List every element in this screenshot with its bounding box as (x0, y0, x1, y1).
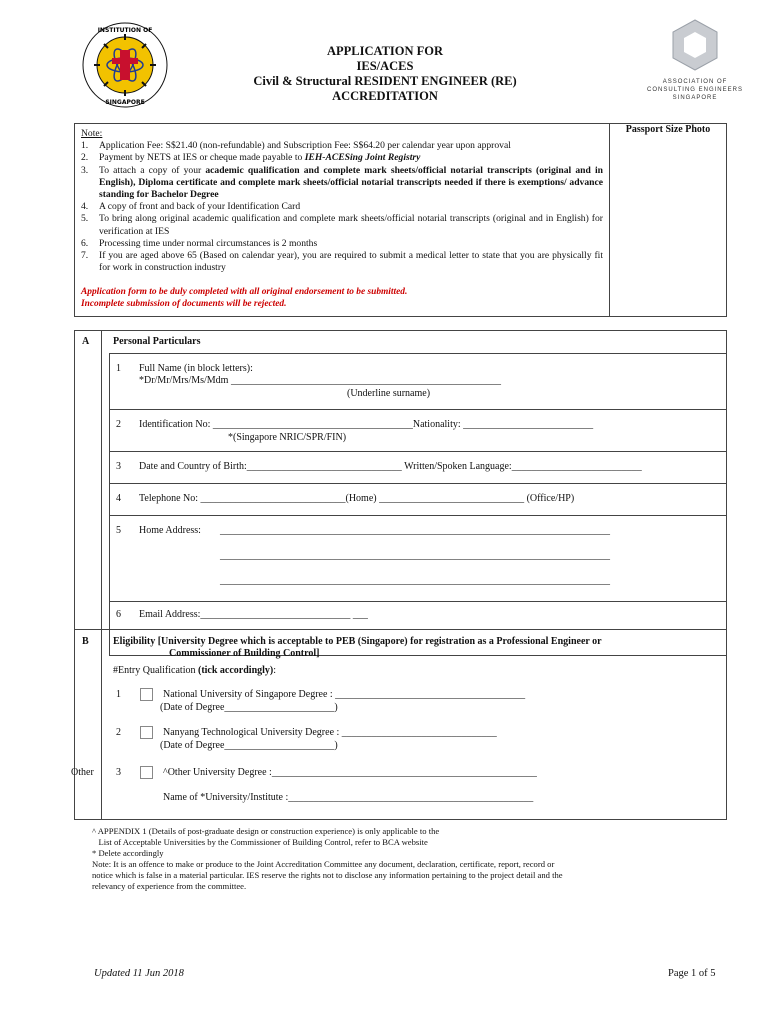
divider (109, 601, 726, 602)
divider (109, 353, 110, 655)
title-line-4: ACCREDITATION (332, 89, 438, 103)
full-name-label: Full Name (in block letters): (139, 363, 253, 374)
passport-photo-label: Passport Size Photo (625, 124, 711, 135)
divider (109, 515, 726, 516)
note-num: 3. (81, 164, 89, 176)
note-num: 2. (81, 152, 89, 164)
page-number: Page 1 of 5 (668, 968, 716, 979)
notes-cell (75, 124, 610, 317)
full-name-field[interactable]: *Dr/Mr/Mrs/Ms/Mdm ______________________________________________________ (139, 375, 501, 386)
divider (101, 331, 102, 819)
entry-qualification-suffix: : (273, 665, 277, 676)
notes-table (74, 123, 727, 317)
note-item (81, 152, 603, 164)
entry-qualification-prefix: #Entry Qualification (113, 665, 198, 676)
email-field[interactable]: Email Address:______________________________ ___ (139, 609, 368, 620)
ntu-degree-checkbox[interactable] (140, 726, 153, 739)
ntu-date-field[interactable]: (Date of Degree______________________) (160, 740, 338, 751)
home-address-label: Home Address: (139, 525, 201, 536)
other-degree-field[interactable]: ^Other University Degree :_____________________________________________________ (163, 767, 537, 778)
note-num: 7. (81, 250, 89, 262)
notes-heading: Note: (81, 128, 103, 139)
note-item (81, 250, 603, 274)
section-a-title: Personal Particulars (113, 336, 201, 347)
warning-line-2: Incomplete submission of documents will be rejected. (81, 299, 287, 310)
svg-text:SINGAPORE: SINGAPORE (105, 99, 145, 106)
note-num: 4. (81, 201, 89, 213)
aces-logo-line-3: SINGAPORE (672, 95, 718, 101)
title-line-1: APPLICATION FOR (326, 44, 444, 58)
note-item (81, 238, 603, 250)
row-number: 1 (116, 689, 121, 700)
note-item (81, 201, 603, 213)
home-address-line-2[interactable]: ______________________________________________________________________________ (220, 550, 610, 561)
eligibility-title-cont: Commissioner of Building Control] (169, 648, 320, 659)
row-number: 3 (116, 461, 121, 472)
passport-photo-box[interactable] (610, 124, 727, 317)
divider (75, 629, 726, 630)
note-item (81, 140, 603, 152)
footnote-line: * Delete accordingly (92, 848, 164, 858)
row-number: 3 (116, 767, 121, 778)
footnote-line: ^ APPENDIX 1 (Details of post-graduate design or construction experience) is only applicable to the (92, 826, 440, 836)
note-text: A copy of front and back of your Identification Card (99, 201, 301, 213)
note-text (99, 165, 603, 202)
row-number: 4 (116, 493, 121, 504)
row-number: 5 (116, 525, 121, 536)
university-name-field[interactable]: Name of *University/Institute :_________________________________________________ (163, 792, 534, 803)
id-type-hint: *(Singapore NRIC/SPR/FIN) (228, 432, 347, 443)
row-number: 1 (116, 363, 121, 374)
page-title (0, 44, 770, 104)
note-text-bold: IEH-ACESing Joint Registry (304, 152, 421, 164)
updated-date: Updated 11 Jun 2018 (94, 968, 184, 979)
underline-surname-hint: (Underline surname) (347, 388, 431, 399)
aces-logo-line-2: CONSULTING ENGINEERS (647, 87, 743, 93)
note-text: If you are aged above 65 (Based on calendar year), you are required to submit a medical letter to state that you are physically fit for work in construction industry (99, 250, 603, 274)
note-text-bold: academic qualification and complete mark sheets/official notarial transcripts (original and in English), Diploma certificate and complete mark sheets/official notarial transcripts needed if there is exemptions/ advance standing for Bachelor Degree (99, 164, 604, 201)
identification-nationality-field[interactable]: Identification No: ________________________________________Nationality: __________________________ (139, 419, 594, 430)
footnotes (92, 826, 672, 892)
eligibility-title: Eligibility [University Degree which is acceptable to PEB (Singapore) for registration as a Professional Engineer or (113, 636, 602, 647)
note-text: Application Fee: S$21.40 (non-refundable) and Subscription Fee: S$64.20 per calendar year upon approval (99, 140, 511, 152)
ntu-degree-field[interactable]: Nanyang Technological University Degree : _______________________________ (163, 727, 497, 738)
footnote-line: notice which is false in a material particular. IES reserve the rights not to disclose any information pertaining to the project detail and the (92, 870, 563, 880)
entry-qualification-bold: (tick accordingly) (197, 665, 274, 676)
footnote-line: Note: It is an offence to make or produce to the Joint Accreditation Committee any document, declaration, certificate, report, record or (92, 859, 555, 869)
divider (109, 409, 726, 410)
nus-degree-checkbox[interactable] (140, 688, 153, 701)
title-line-2: IES/ACES (356, 59, 414, 73)
title-line-3: Civil & Structural RESIDENT ENGINEER (RE) (253, 74, 517, 88)
note-text: Processing time under normal circumstances is 2 months (99, 237, 318, 249)
note-num: 1. (81, 140, 89, 152)
divider (109, 451, 726, 452)
divider (109, 483, 726, 484)
other-label: Other (71, 767, 94, 778)
warning-line-1: Application form to be duly completed with all original endorsement to be submitted. (81, 287, 408, 298)
form-table (71, 330, 727, 820)
other-degree-checkbox[interactable] (140, 766, 153, 779)
birth-language-field[interactable]: Date and Country of Birth:_______________________________ Written/Spoken Language:__________________________ (139, 461, 642, 472)
row-number: 2 (116, 419, 121, 430)
note-text-prefix: To attach a copy of your (99, 164, 206, 176)
row-number: 6 (116, 609, 121, 620)
telephone-field[interactable]: Telephone No: _____________________________(Home) _____________________________ (Office/HP) (139, 493, 575, 504)
nus-degree-field[interactable]: National University of Singapore Degree : ______________________________________ (163, 689, 526, 700)
svg-text:INSTITUTION OF: INSTITUTION OF (97, 27, 153, 34)
note-text (99, 152, 603, 164)
footnote-line: relevancy of experience from the committee. (92, 881, 247, 891)
note-item (81, 213, 603, 237)
home-address-line-1[interactable]: ______________________________________________________________________________ (220, 525, 610, 536)
note-item (81, 165, 603, 202)
submission-warning (81, 286, 603, 310)
note-num: 5. (81, 213, 89, 225)
note-text: To bring along original academic qualification and complete mark sheets/official notarial transcripts (original and in English) for verification at IES (99, 213, 603, 237)
row-number: 2 (116, 727, 121, 738)
aces-logo-line-1: ASSOCIATION OF (662, 79, 728, 85)
footnote-line: List of Acceptable Universities by the Commissioner of Building Control, refer to BCA website (92, 837, 428, 847)
home-address-line-3[interactable]: ______________________________________________________________________________ (220, 575, 610, 586)
entry-qualification-label (113, 665, 276, 676)
note-num: 6. (81, 237, 89, 249)
section-a-letter: A (82, 336, 90, 347)
section-b-letter: B (82, 636, 89, 647)
nus-date-field[interactable]: (Date of Degree______________________) (160, 702, 338, 713)
divider (109, 353, 726, 354)
note-text-prefix: Payment by NETS at IES or cheque made payable to (99, 152, 305, 164)
